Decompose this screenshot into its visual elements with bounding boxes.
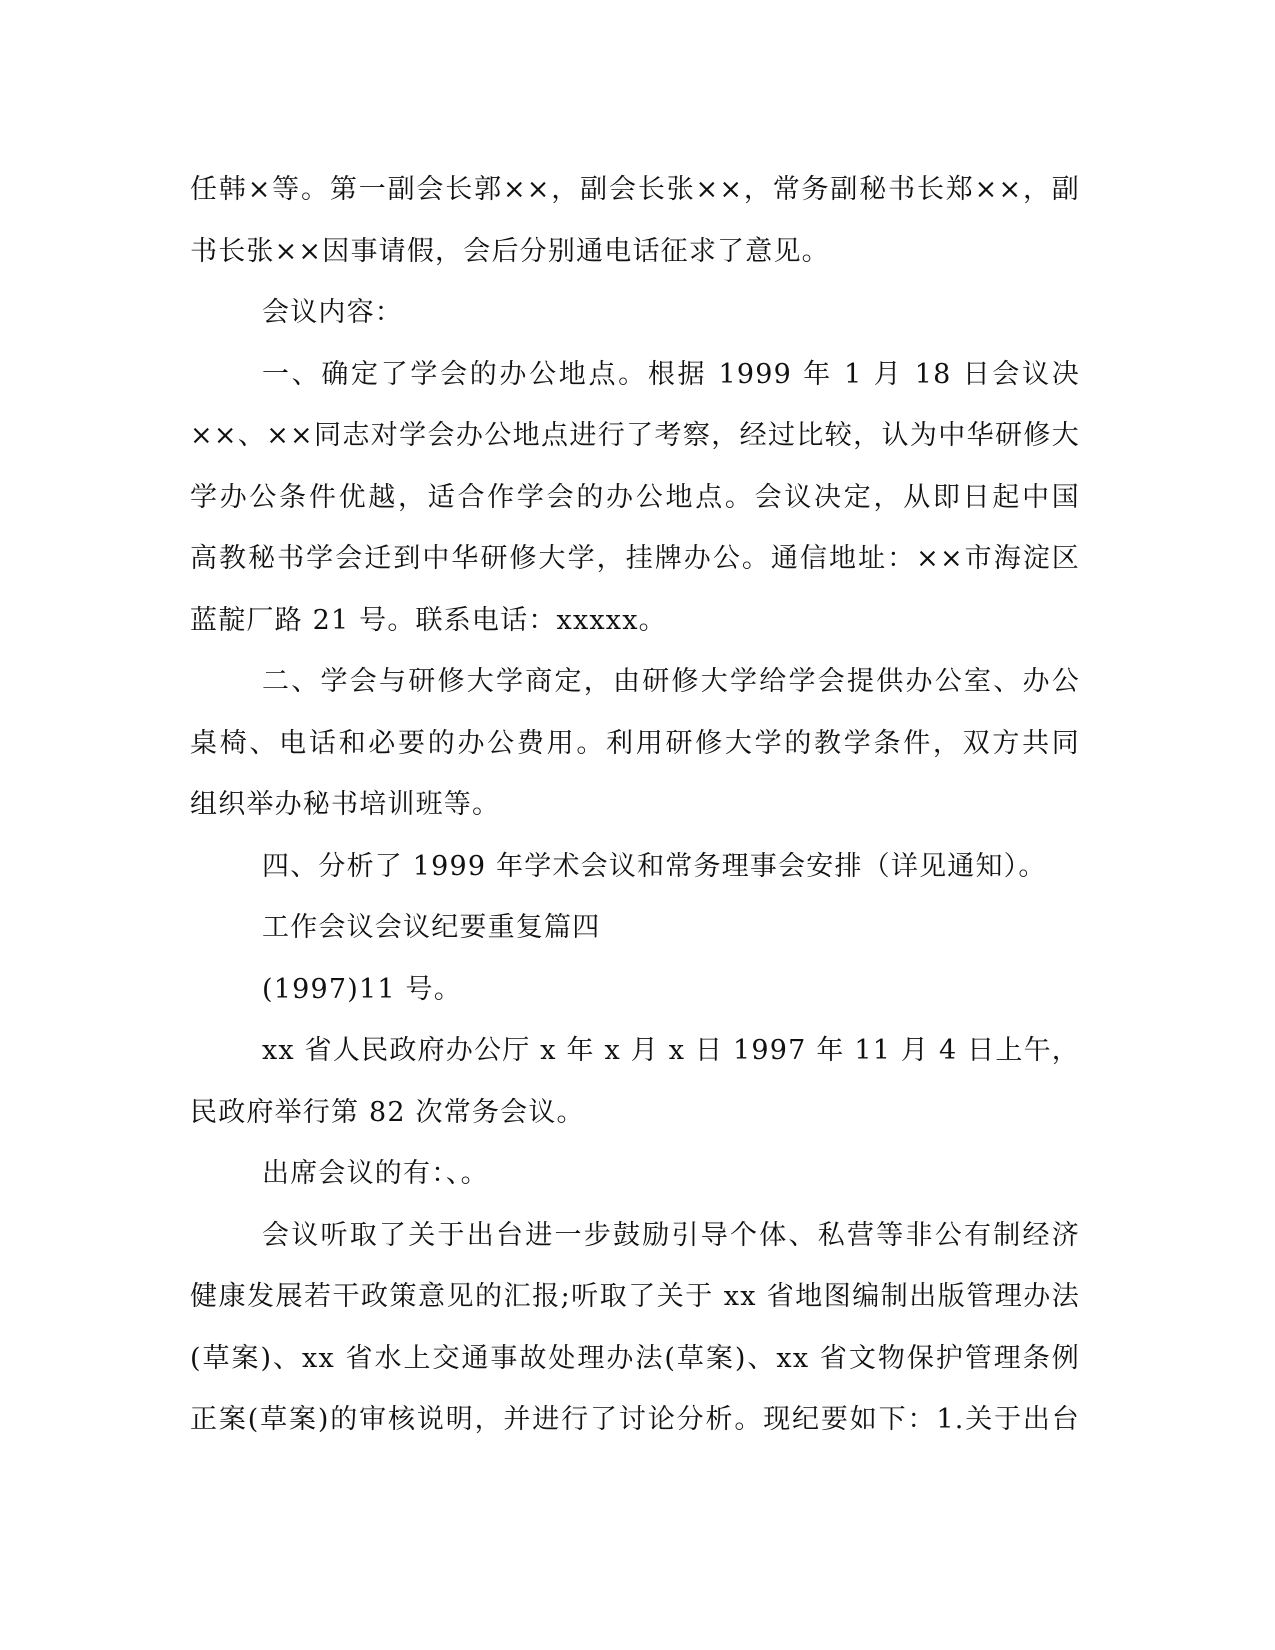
text-line: 会议内容： [262,297,403,328]
text-line: 出席会议的有：、。 [262,1158,489,1189]
text-line: 一、确定了学会的办公地点。根据 1999 年 1 月 18 日会议决 [262,358,1080,390]
text-line: 任韩×等。第一副会长郭××，副会长张××，常务副秘书长郑××，副 [190,174,1080,205]
text-line: 学办公条件优越，适合作学会的办公地点。会议决定，从即日起中国 [190,481,1080,513]
text-line: 正案(草案)的审核说明，并进行了讨论分析。现纪要如下：1.关于出台 [190,1404,1080,1435]
text-line: (1997)11 号。 [262,973,462,1005]
document-body [190,159,1080,1451]
text-line: 书长张××因事请假，会后分别通电话征求了意见。 [190,235,830,267]
text-line: 健康发展若干政策意见的汇报;听取了关于 xx 省地图编制出版管理办法 [190,1281,1080,1312]
text-line: (草案)、xx 省水上交通事故处理办法(草案)、xx 省文物保护管理条例 [190,1342,1080,1374]
text-line: 工作会议会议纪要重复篇四 [262,912,601,943]
text-line: 二、学会与研修大学商定，由研修大学给学会提供办公室、办公 [262,666,1080,697]
text-line: 高教秘书学会迁到中华研修大学，挂牌办公。通信地址：××市海淀区 [190,543,1080,574]
text-line: xx 省人民政府办公厅 x 年 x 月 x 日 1997 年 11 月 4 日上午， [262,1035,1080,1066]
text-line: 民政府举行第 82 次常务会议。 [190,1096,585,1128]
text-line: 四、分析了 1999 年学术会议和常务理事会安排（详见通知）。 [262,850,1047,882]
text-line: ××、××同志对学会办公地点进行了考察，经过比较，认为中华研修大 [190,420,1080,451]
text-line: 组织举办秘书培训班等。 [190,789,501,820]
text-line: 桌椅、电话和必要的办公费用。利用研修大学的教学条件，双方共同 [190,727,1080,759]
text-line: 会议听取了关于出台进一步鼓励引导个体、私营等非公有制经济 [262,1219,1080,1251]
text-line: 蓝靛厂路 21 号。联系电话：xxxxx。 [190,604,667,636]
